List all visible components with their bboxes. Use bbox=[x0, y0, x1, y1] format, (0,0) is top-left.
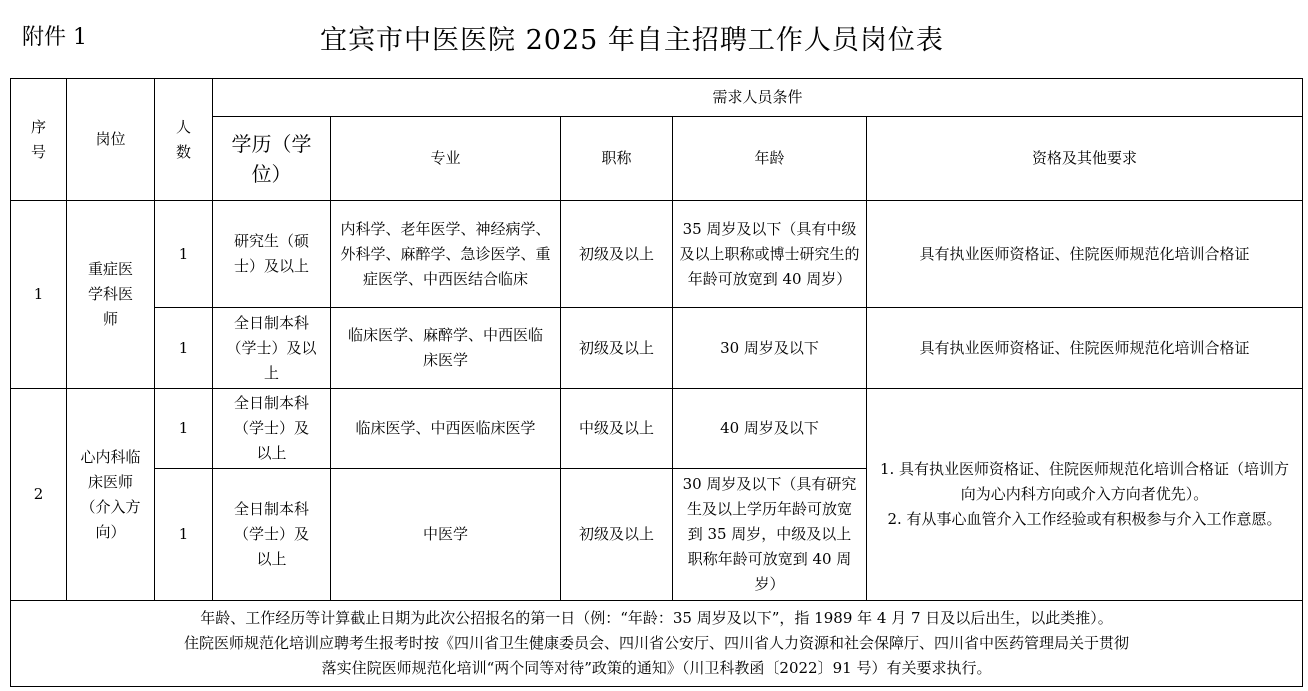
table-row bbox=[11, 389, 1303, 469]
requirement-item-1: 1. 具有执业医师资格证、住院医师规范化培训合格证（培训方向为心内科方向或介入方向者优先）。 bbox=[879, 460, 1290, 503]
row-requirements: 具有执业医师资格证、住院医师规范化培训合格证 bbox=[867, 201, 1303, 308]
header-seq: 序号 bbox=[11, 79, 67, 201]
row-seq: 1 bbox=[11, 201, 67, 389]
header-requirements: 资格及其他要求 bbox=[867, 117, 1303, 201]
row-education: 全日制本科（学士）及以上 bbox=[213, 389, 331, 469]
row-age: 30 周岁及以下（具有研究生及以上学历年龄可放宽到 35 周岁，中级及以上职称年龄可放宽到 40 周岁） bbox=[673, 469, 867, 601]
notes bbox=[11, 601, 1303, 687]
row-age: 40 周岁及以下 bbox=[673, 389, 867, 469]
row-major: 临床医学、中西医临床医学 bbox=[331, 389, 561, 469]
row-count: 1 bbox=[155, 308, 213, 389]
note-line-3: 落实住院医师规范化培训“两个同等对待”政策的通知》（川卫科教函〔2022〕91 号）有关要求执行。 bbox=[321, 659, 992, 677]
row-education: 研究生（硕士）及以上 bbox=[213, 201, 331, 308]
page-title: 宜宾市中医医院 2025 年自主招聘工作人员岗位表 bbox=[320, 25, 944, 56]
header-title: 职称 bbox=[561, 117, 673, 201]
row-title: 初级及以上 bbox=[561, 201, 673, 308]
row-title: 中级及以上 bbox=[561, 389, 673, 469]
row-seq: 2 bbox=[11, 389, 67, 601]
row-requirements bbox=[867, 389, 1303, 601]
row-major: 临床医学、麻醉学、中西医临床医学 bbox=[331, 308, 561, 389]
requirement-item-2: 2. 有从事心血管介入工作经验或有积极参与介入工作意愿。 bbox=[887, 510, 1282, 528]
row-title: 初级及以上 bbox=[561, 469, 673, 601]
header-count: 人数 bbox=[155, 79, 213, 201]
row-title: 初级及以上 bbox=[561, 308, 673, 389]
row-age: 30 周岁及以下 bbox=[673, 308, 867, 389]
header-post: 岗位 bbox=[67, 79, 155, 201]
note-line-2: 住院医师规范化培训应聘考生报考时按《四川省卫生健康委员会、四川省公安厅、四川省人力资源和社会保障厅、四川省中医药管理局关于贯彻 bbox=[184, 634, 1130, 652]
row-post: 心内科临床医师（介入方向） bbox=[67, 389, 155, 601]
notes-row bbox=[11, 601, 1303, 687]
row-major: 内科学、老年医学、神经病学、外科学、麻醉学、急诊医学、重症医学、中西医结合临床 bbox=[331, 201, 561, 308]
row-education: 全日制本科（学士）及以上 bbox=[213, 469, 331, 601]
row-count: 1 bbox=[155, 469, 213, 601]
header-conditions: 需求人员条件 bbox=[213, 79, 1303, 117]
header-major: 专业 bbox=[331, 117, 561, 201]
note-line-1: 年龄、工作经历等计算截止日期为此次公招报名的第一日（例：“年龄：35 周岁及以下”，指 1989 年 4 月 7 日及以后出生，以此类推）。 bbox=[200, 609, 1113, 627]
header-education: 学历（学位） bbox=[213, 117, 331, 201]
row-age: 35 周岁及以下（具有中级及以上职称或博士研究生的年龄可放宽到 40 周岁） bbox=[673, 201, 867, 308]
row-count: 1 bbox=[155, 389, 213, 469]
row-requirements: 具有执业医师资格证、住院医师规范化培训合格证 bbox=[867, 308, 1303, 389]
table-row bbox=[11, 308, 1303, 389]
row-post: 重症医学科医师 bbox=[67, 201, 155, 389]
row-count: 1 bbox=[155, 201, 213, 308]
table-row bbox=[11, 201, 1303, 308]
annex-label: 附件 1 bbox=[22, 25, 87, 50]
row-education: 全日制本科（学士）及以上 bbox=[213, 308, 331, 389]
row-major: 中医学 bbox=[331, 469, 561, 601]
recruitment-table bbox=[10, 78, 1303, 687]
header-age: 年龄 bbox=[673, 117, 867, 201]
